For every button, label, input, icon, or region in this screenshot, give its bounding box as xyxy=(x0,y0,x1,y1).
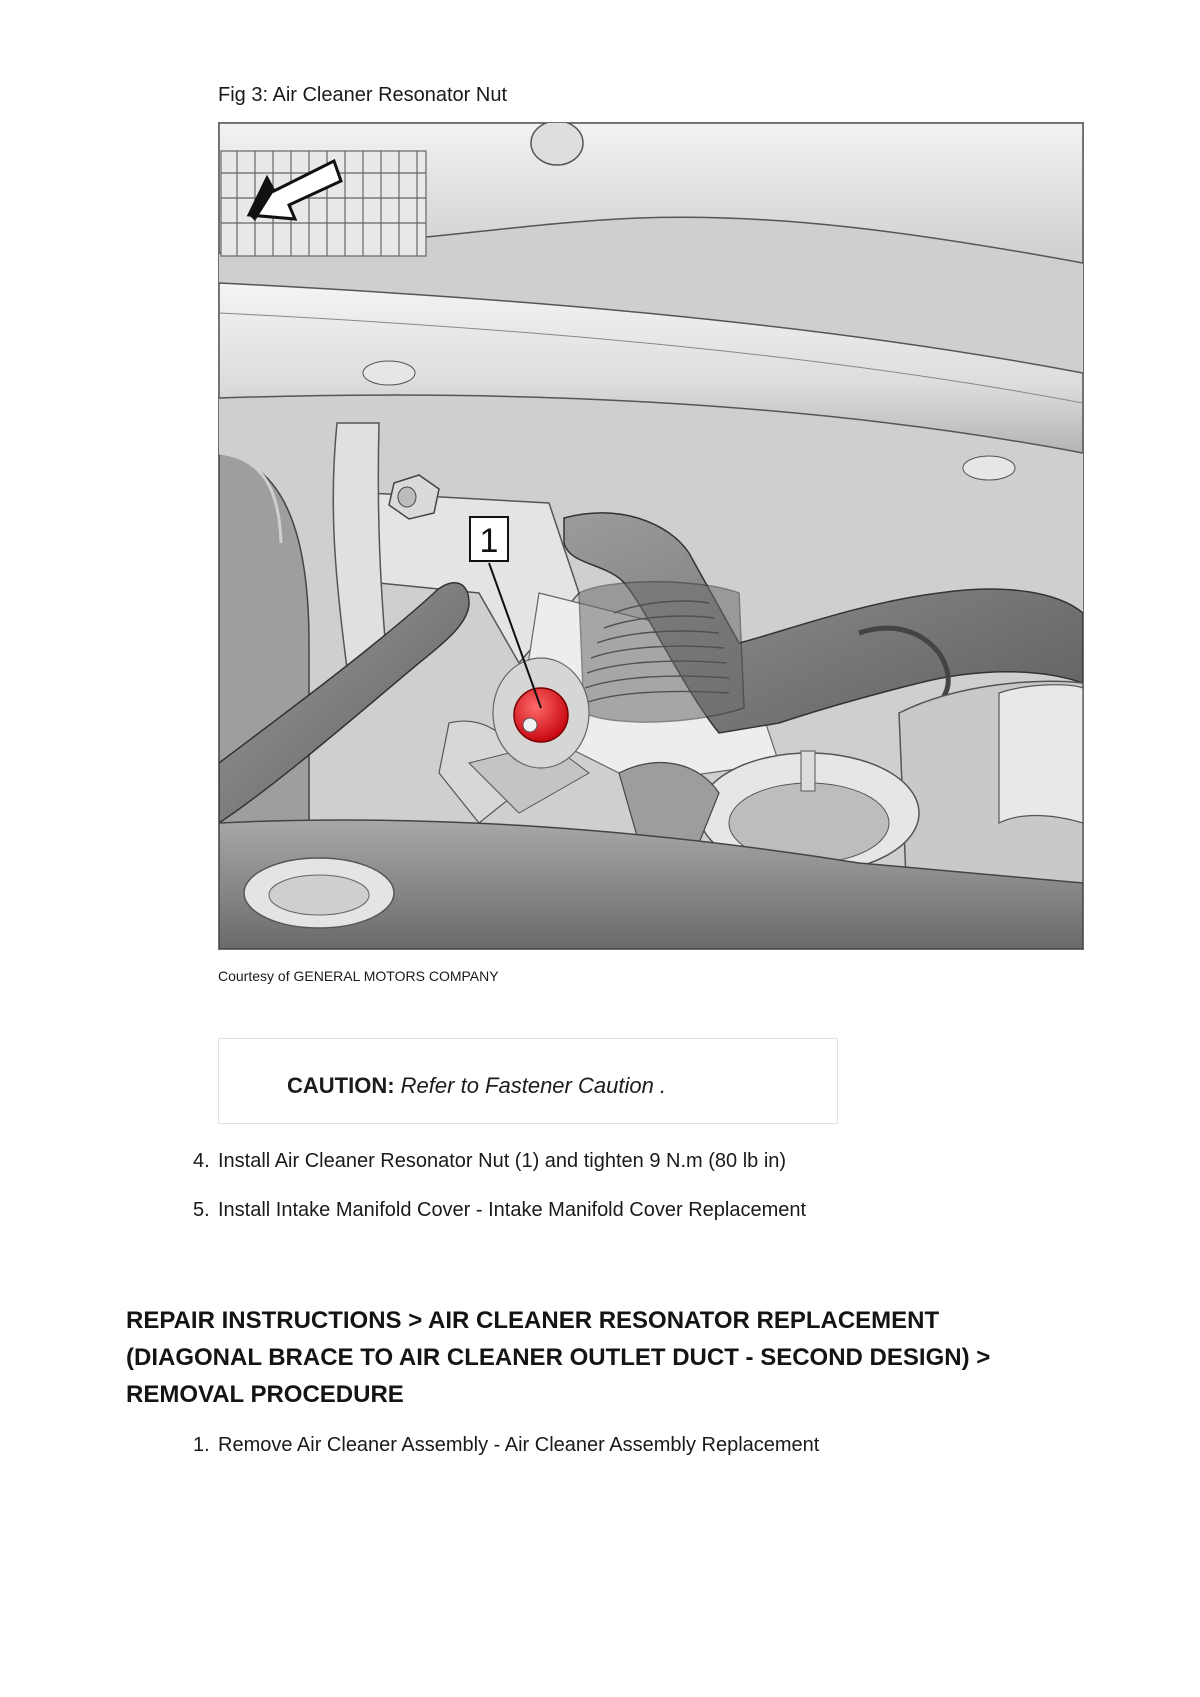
install-steps-list xyxy=(193,1150,806,1248)
caution-box xyxy=(218,1038,838,1124)
engine-illustration xyxy=(218,122,1084,950)
section-heading-line: REMOVAL PROCEDURE xyxy=(126,1381,404,1408)
section-heading-line: REPAIR INSTRUCTIONS > AIR CLEANER RESONATOR REPLACEMENT xyxy=(126,1307,940,1334)
caution-label: CAUTION: xyxy=(287,1073,395,1098)
list-item: 4. Install Air Cleaner Resonator Nut (1) and tighten 9 N.m (80 lb in) xyxy=(193,1150,787,1172)
resonator-nut-highlight xyxy=(493,658,589,768)
section-heading xyxy=(126,1302,1066,1413)
section-heading-line: (DIAGONAL BRACE TO AIR CLEANER OUTLET DUCT - SECOND DESIGN) > xyxy=(126,1344,991,1371)
list-item: 5. Install Intake Manifold Cover - Intake Manifold Cover Replacement xyxy=(193,1199,807,1221)
caution-content xyxy=(287,1073,666,1099)
figure-caption: Fig 3: Air Cleaner Resonator Nut xyxy=(218,84,508,106)
figure-courtesy: Courtesy of GENERAL MOTORS COMPANY xyxy=(218,968,499,984)
list-item: 1. Remove Air Cleaner Assembly - Air Cleaner Assembly Replacement xyxy=(193,1434,820,1456)
caution-text: Refer to Fastener Caution . xyxy=(400,1073,667,1098)
removal-steps-list xyxy=(193,1434,819,1483)
callout-number: 1 xyxy=(479,522,499,560)
